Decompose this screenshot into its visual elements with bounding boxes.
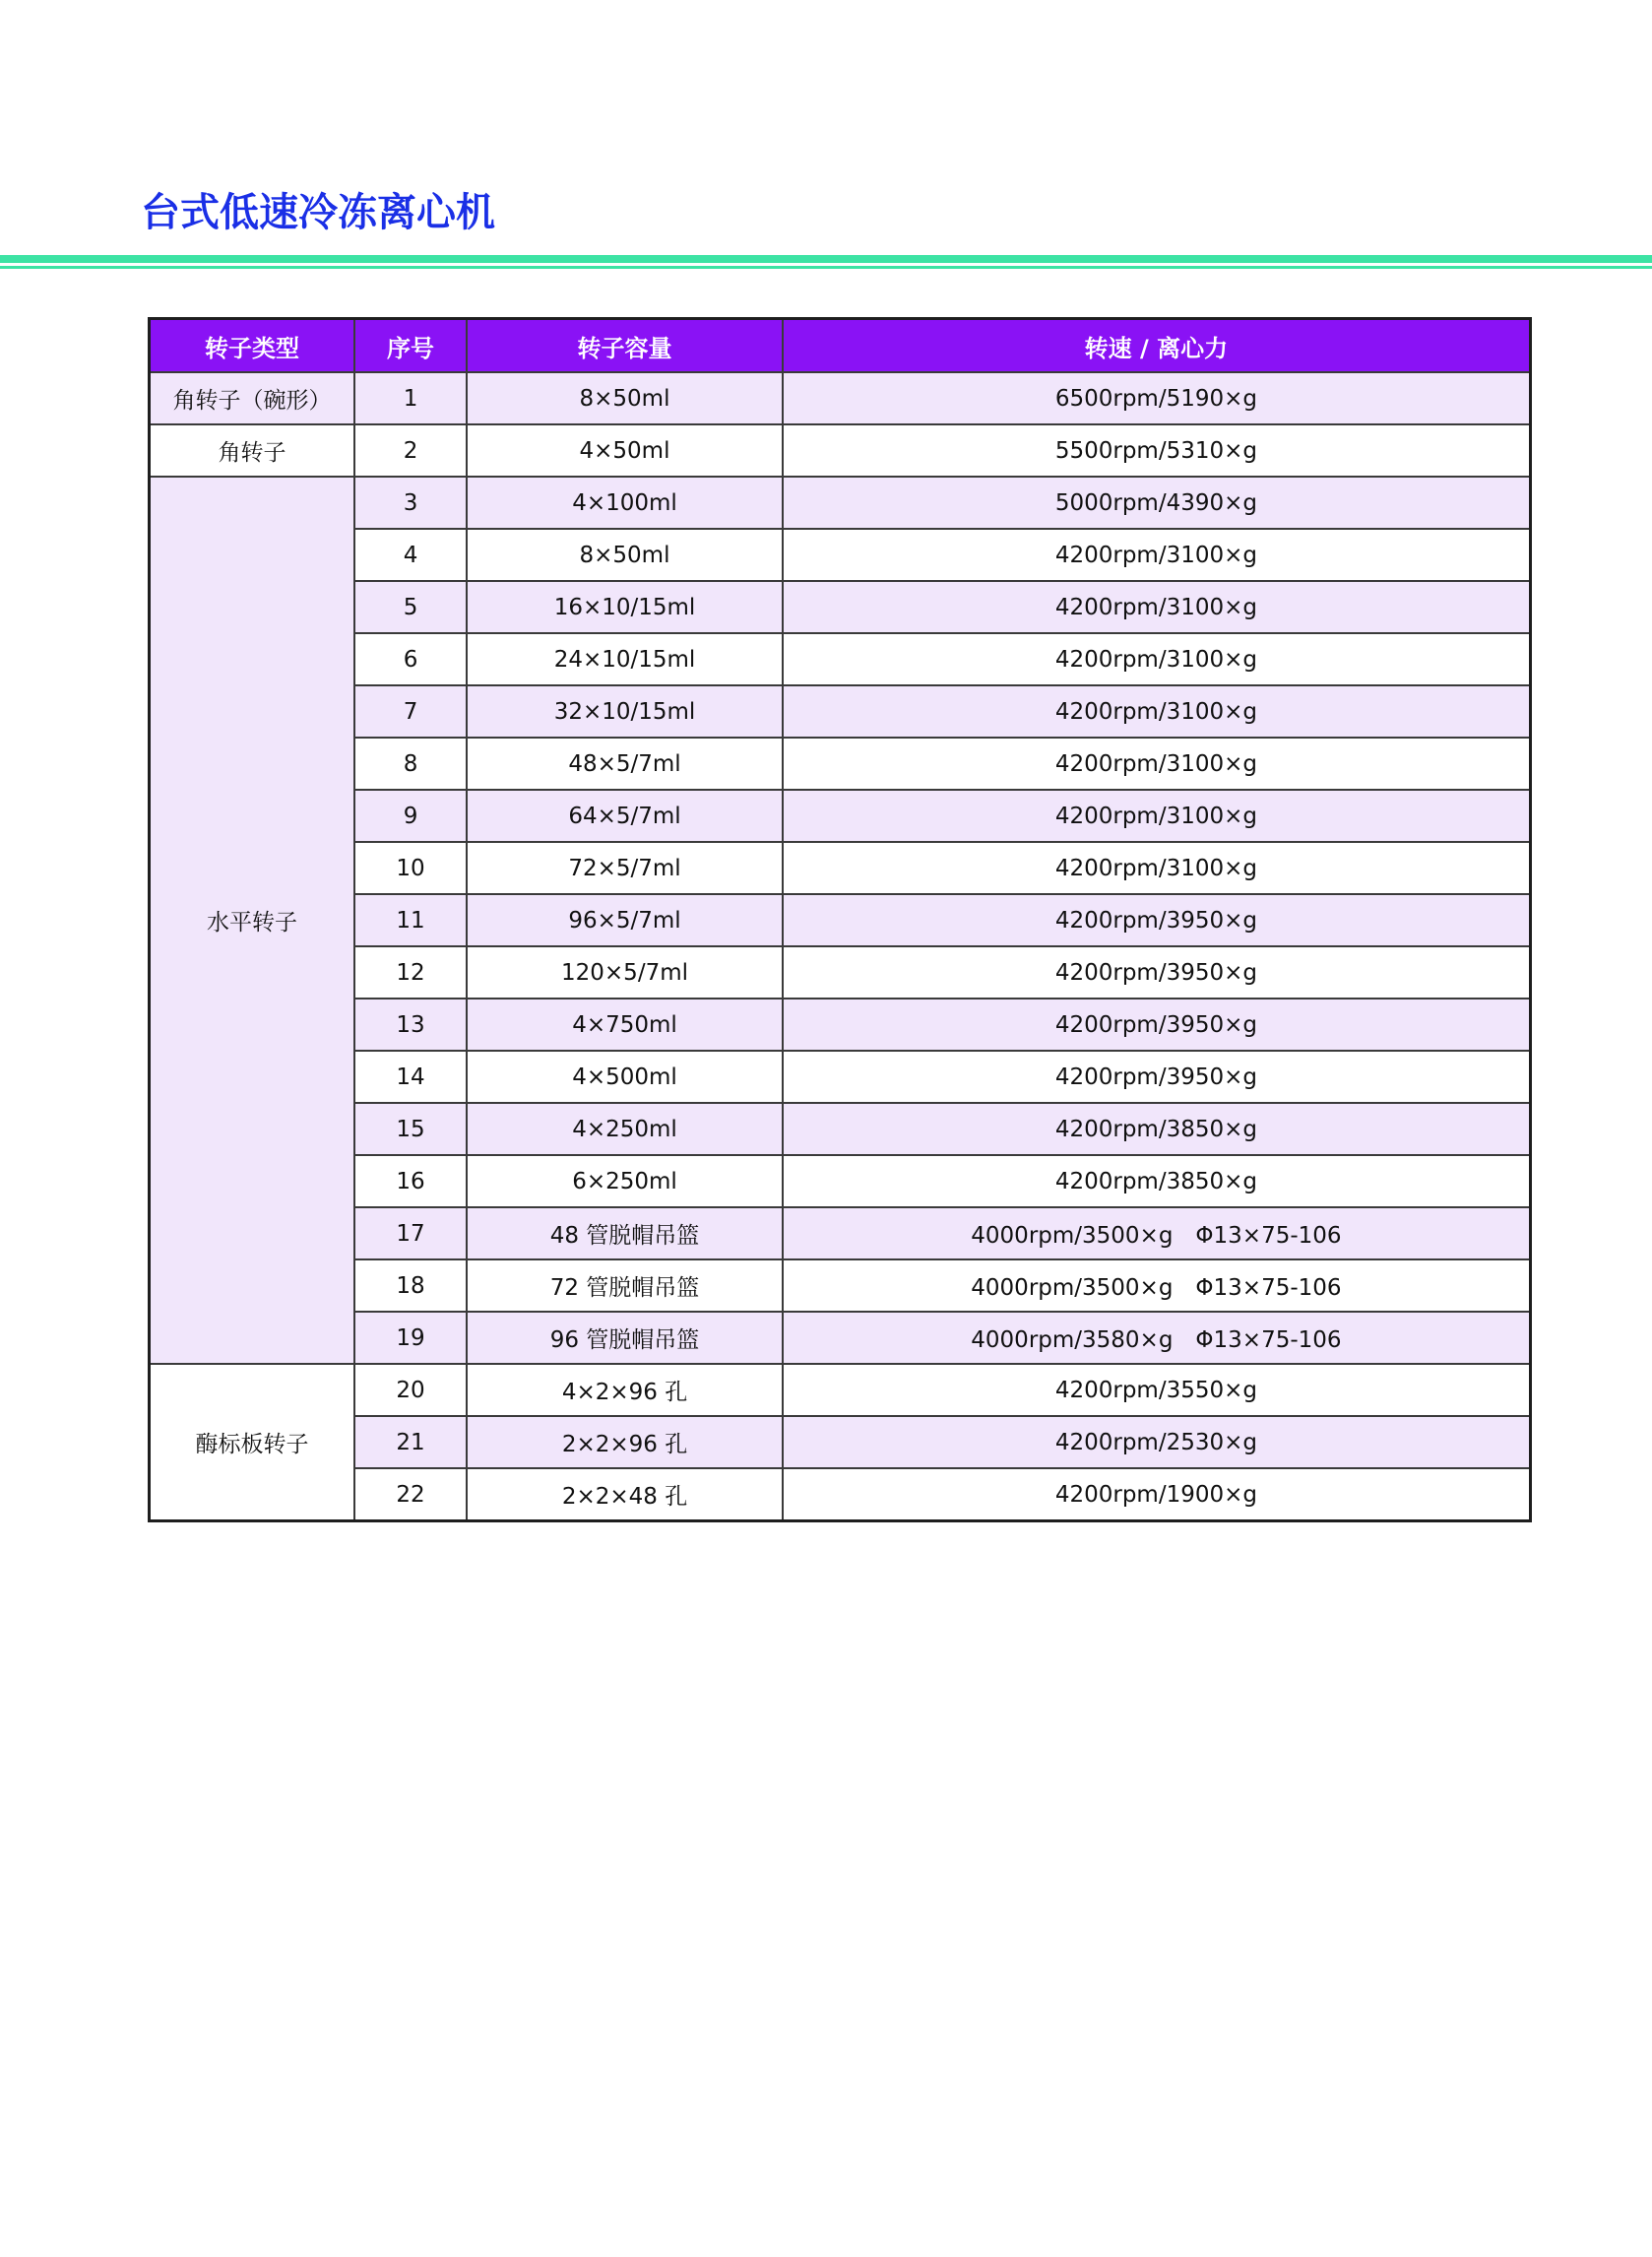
header-rotor-type: 转子类型 bbox=[150, 319, 354, 373]
table-row bbox=[150, 633, 1531, 685]
speed-force-cell: 4200rpm/2530×g bbox=[783, 1416, 1531, 1468]
header-speed-force: 转速 / 离心力 bbox=[783, 319, 1531, 373]
serial-no-cell: 3 bbox=[354, 477, 467, 529]
serial-no-cell: 16 bbox=[354, 1155, 467, 1207]
table-row bbox=[150, 1364, 1531, 1416]
capacity-cell: 4×250ml bbox=[467, 1103, 783, 1155]
serial-no-cell: 10 bbox=[354, 842, 467, 894]
table-row bbox=[150, 1103, 1531, 1155]
page-title: 台式低速冷冻离心机 bbox=[141, 190, 495, 235]
table-row bbox=[150, 1155, 1531, 1207]
speed-force-cell: 4200rpm/3950×g bbox=[783, 1051, 1531, 1103]
header-rotor-capacity: 转子容量 bbox=[467, 319, 783, 373]
table-row bbox=[150, 1207, 1531, 1259]
capacity-cell: 48 管脱帽吊篮 bbox=[467, 1207, 783, 1259]
serial-no-cell: 22 bbox=[354, 1468, 467, 1521]
serial-no-cell: 9 bbox=[354, 790, 467, 842]
speed-force-cell: 4200rpm/3550×g bbox=[783, 1364, 1531, 1416]
table-row bbox=[150, 1312, 1531, 1364]
speed-force-cell: 4200rpm/3100×g bbox=[783, 685, 1531, 738]
speed-force-cell: 4000rpm/3580×g Φ13×75-106 bbox=[783, 1312, 1531, 1364]
table-row bbox=[150, 842, 1531, 894]
serial-no-cell: 1 bbox=[354, 372, 467, 424]
table-row bbox=[150, 372, 1531, 424]
table-row bbox=[150, 581, 1531, 633]
speed-force-cell: 4200rpm/3100×g bbox=[783, 581, 1531, 633]
capacity-cell: 16×10/15ml bbox=[467, 581, 783, 633]
serial-no-cell: 5 bbox=[354, 581, 467, 633]
speed-force-cell: 4000rpm/3500×g Φ13×75-106 bbox=[783, 1259, 1531, 1312]
capacity-cell: 48×5/7ml bbox=[467, 738, 783, 790]
capacity-cell: 64×5/7ml bbox=[467, 790, 783, 842]
speed-force-cell: 4200rpm/3850×g bbox=[783, 1103, 1531, 1155]
capacity-cell: 4×100ml bbox=[467, 477, 783, 529]
speed-force-cell: 4200rpm/3100×g bbox=[783, 790, 1531, 842]
header-serial-no: 序号 bbox=[354, 319, 467, 373]
capacity-cell: 96×5/7ml bbox=[467, 894, 783, 946]
table-row bbox=[150, 894, 1531, 946]
serial-no-cell: 19 bbox=[354, 1312, 467, 1364]
table-row bbox=[150, 477, 1531, 529]
table-row bbox=[150, 1468, 1531, 1521]
header-rule-thick bbox=[0, 255, 1652, 263]
capacity-cell: 32×10/15ml bbox=[467, 685, 783, 738]
table-row bbox=[150, 685, 1531, 738]
speed-force-cell: 4200rpm/3100×g bbox=[783, 633, 1531, 685]
serial-no-cell: 15 bbox=[354, 1103, 467, 1155]
capacity-cell: 2×2×96 孔 bbox=[467, 1416, 783, 1468]
rotor-type-cell: 角转子 bbox=[150, 424, 354, 477]
capacity-cell: 8×50ml bbox=[467, 529, 783, 581]
capacity-cell: 2×2×48 孔 bbox=[467, 1468, 783, 1521]
capacity-cell: 4×2×96 孔 bbox=[467, 1364, 783, 1416]
capacity-cell: 6×250ml bbox=[467, 1155, 783, 1207]
serial-no-cell: 21 bbox=[354, 1416, 467, 1468]
serial-no-cell: 4 bbox=[354, 529, 467, 581]
capacity-cell: 24×10/15ml bbox=[467, 633, 783, 685]
serial-no-cell: 7 bbox=[354, 685, 467, 738]
table-header-row bbox=[150, 319, 1531, 373]
table-row bbox=[150, 529, 1531, 581]
table-row bbox=[150, 738, 1531, 790]
rotor-spec-table bbox=[148, 317, 1532, 1522]
speed-force-cell: 4200rpm/3950×g bbox=[783, 946, 1531, 999]
speed-force-cell: 5500rpm/5310×g bbox=[783, 424, 1531, 477]
header-rule-thin bbox=[0, 266, 1652, 269]
speed-force-cell: 4200rpm/3100×g bbox=[783, 738, 1531, 790]
serial-no-cell: 13 bbox=[354, 999, 467, 1051]
serial-no-cell: 8 bbox=[354, 738, 467, 790]
rotor-type-cell: 角转子（碗形） bbox=[150, 372, 354, 424]
table-row bbox=[150, 999, 1531, 1051]
capacity-cell: 72×5/7ml bbox=[467, 842, 783, 894]
rotor-type-cell: 酶标板转子 bbox=[150, 1364, 354, 1521]
capacity-cell: 4×750ml bbox=[467, 999, 783, 1051]
table-row bbox=[150, 1416, 1531, 1468]
serial-no-cell: 12 bbox=[354, 946, 467, 999]
table-row bbox=[150, 424, 1531, 477]
capacity-cell: 96 管脱帽吊篮 bbox=[467, 1312, 783, 1364]
table-body bbox=[150, 372, 1531, 1521]
capacity-cell: 4×500ml bbox=[467, 1051, 783, 1103]
table-row bbox=[150, 1051, 1531, 1103]
speed-force-cell: 4200rpm/3950×g bbox=[783, 894, 1531, 946]
speed-force-cell: 4200rpm/3850×g bbox=[783, 1155, 1531, 1207]
serial-no-cell: 18 bbox=[354, 1259, 467, 1312]
speed-force-cell: 4200rpm/3100×g bbox=[783, 842, 1531, 894]
serial-no-cell: 11 bbox=[354, 894, 467, 946]
speed-force-cell: 6500rpm/5190×g bbox=[783, 372, 1531, 424]
serial-no-cell: 2 bbox=[354, 424, 467, 477]
capacity-cell: 8×50ml bbox=[467, 372, 783, 424]
table-row bbox=[150, 946, 1531, 999]
serial-no-cell: 20 bbox=[354, 1364, 467, 1416]
speed-force-cell: 4200rpm/3950×g bbox=[783, 999, 1531, 1051]
speed-force-cell: 5000rpm/4390×g bbox=[783, 477, 1531, 529]
table-row bbox=[150, 1259, 1531, 1312]
speed-force-cell: 4200rpm/3100×g bbox=[783, 529, 1531, 581]
serial-no-cell: 6 bbox=[354, 633, 467, 685]
table-row bbox=[150, 790, 1531, 842]
rotor-type-cell: 水平转子 bbox=[150, 477, 354, 1364]
capacity-cell: 4×50ml bbox=[467, 424, 783, 477]
speed-force-cell: 4000rpm/3500×g Φ13×75-106 bbox=[783, 1207, 1531, 1259]
capacity-cell: 72 管脱帽吊篮 bbox=[467, 1259, 783, 1312]
capacity-cell: 120×5/7ml bbox=[467, 946, 783, 999]
serial-no-cell: 17 bbox=[354, 1207, 467, 1259]
serial-no-cell: 14 bbox=[354, 1051, 467, 1103]
speed-force-cell: 4200rpm/1900×g bbox=[783, 1468, 1531, 1521]
